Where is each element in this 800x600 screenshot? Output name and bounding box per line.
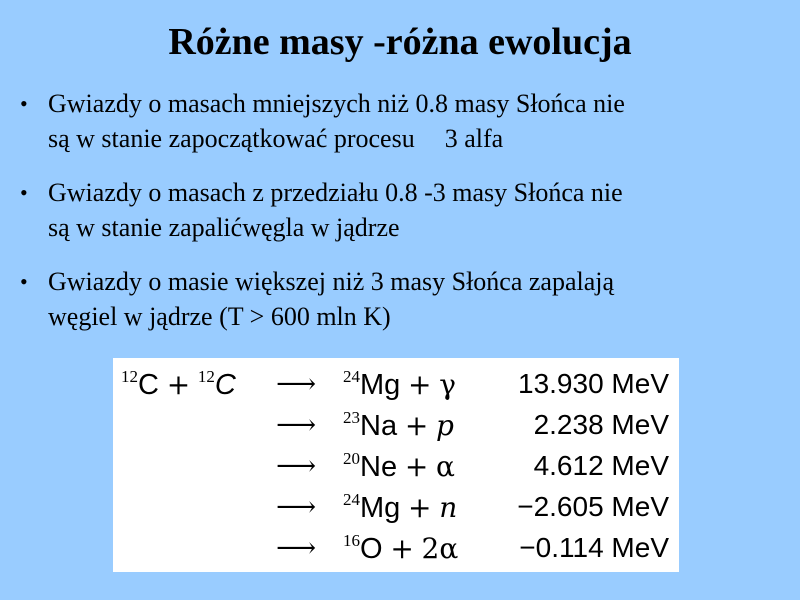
reaction-row — [113, 446, 679, 486]
product2-symbol: 2α — [421, 532, 459, 565]
product1-mass: 24 — [343, 367, 360, 386]
plus-sign: + — [404, 409, 429, 442]
product1-mass: 24 — [343, 490, 360, 509]
product2-symbol: γ — [439, 368, 456, 401]
reactant1-mass: 12 — [121, 367, 138, 386]
product1-symbol: Mg — [360, 369, 401, 401]
reaction-energy: 4.612 MeV — [533, 450, 669, 481]
product2-symbol: n — [439, 491, 458, 524]
arrow-icon: ⟶ — [276, 367, 317, 400]
bullet-text-line1: Gwiazdy o masach z przedziału 0.8 -3 masy Słońca nie — [48, 178, 623, 207]
reactant1-symbol: C — [138, 369, 159, 401]
arrow-icon: ⟶ — [276, 490, 317, 523]
bullet-list — [18, 86, 788, 353]
product2-symbol: α — [436, 450, 455, 483]
bullet-dot-icon: • — [20, 269, 28, 294]
products — [343, 487, 457, 528]
arrow-icon: ⟶ — [276, 408, 317, 441]
plus-sign: + — [404, 450, 429, 483]
products — [343, 405, 454, 446]
bullet-item — [18, 86, 788, 156]
product1-symbol: O — [360, 533, 383, 565]
bullet-text-line2: są w stanie zapoczątkować procesu — [48, 124, 415, 153]
slide-title: Różne masy -różna ewolucja — [168, 21, 632, 63]
products — [343, 364, 456, 405]
reaction-energy: −2.605 MeV — [517, 491, 669, 522]
bullet-dot-icon: • — [20, 180, 28, 205]
product1-mass: 20 — [343, 449, 360, 468]
reaction-equations-figure — [113, 358, 679, 572]
plus-sign: + — [408, 491, 432, 524]
reaction-energy: −0.114 MeV — [519, 532, 669, 563]
plus-sign: + — [390, 532, 414, 565]
product1-mass: 16 — [343, 531, 360, 550]
bullet-text-line2: węgiel w jądrze (T > 600 mln K) — [48, 302, 391, 331]
plus-sign: + — [166, 368, 191, 401]
reaction-row — [113, 364, 679, 404]
product1-symbol: Ne — [360, 451, 398, 483]
product1-mass: 23 — [343, 408, 360, 427]
product1-symbol: Na — [360, 410, 398, 442]
product2-symbol: p — [436, 409, 454, 442]
products — [343, 446, 455, 487]
reaction-row — [113, 405, 679, 445]
arrow-icon: ⟶ — [276, 449, 317, 482]
product1-symbol: Mg — [360, 492, 401, 524]
bullet-dot-icon: • — [20, 91, 28, 116]
bullet-text-line2-tail: 3 alfa — [444, 124, 504, 153]
reaction-energy: 13.930 MeV — [518, 368, 669, 399]
reaction-row — [113, 528, 679, 568]
reactants — [121, 364, 236, 405]
bullet-item — [18, 264, 788, 334]
products — [343, 528, 458, 569]
reactant2-symbol: C — [214, 369, 236, 401]
arrow-icon: ⟶ — [276, 531, 317, 564]
bullet-item — [18, 175, 788, 245]
reaction-energy: 2.238 MeV — [533, 409, 669, 440]
bullet-text-line2: są w stanie zapalićwęgla w jądrze — [48, 213, 400, 242]
bullet-text-line1: Gwiazdy o masach mniejszych niż 0.8 masy Słońca nie — [48, 89, 625, 118]
reaction-row — [113, 487, 679, 527]
bullet-text-line1: Gwiazdy o masie większej niż 3 masy Słońca zapalają — [48, 267, 615, 296]
plus-sign: + — [408, 368, 432, 401]
reactant2-mass: 12 — [197, 367, 215, 386]
